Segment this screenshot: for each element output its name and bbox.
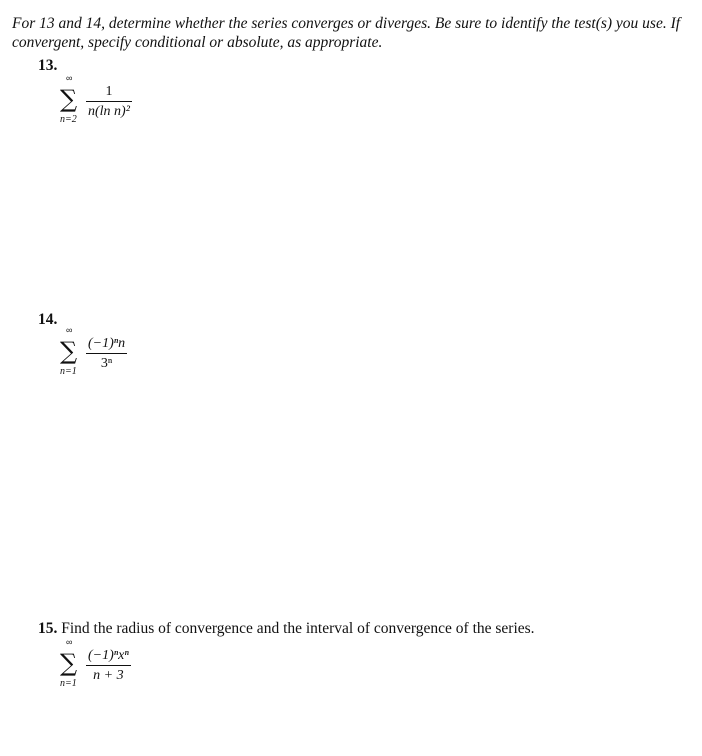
fraction-denominator: 3ⁿ — [100, 356, 113, 371]
fraction-numerator: (−1)ⁿn — [88, 336, 126, 351]
summation-sign: ∑ — [60, 649, 78, 677]
fraction-bar — [86, 665, 131, 666]
fraction-denominator: n + 3 — [93, 668, 124, 683]
problem-13-number: 13. — [38, 57, 58, 74]
summation-upper-limit: ∞ — [66, 325, 73, 335]
summation-sign: ∑ — [60, 337, 78, 365]
fraction-numerator: (−1)ⁿxⁿ — [88, 648, 129, 663]
series-term-fraction — [86, 83, 132, 120]
fraction-bar — [86, 101, 132, 102]
problem-15-series — [60, 637, 210, 707]
problem-15-text: Find the radius of convergence and the interval of convergence of the series. — [61, 620, 535, 637]
problem-13-series — [60, 73, 210, 143]
summation-upper-limit: ∞ — [66, 73, 73, 83]
summation-upper-limit: ∞ — [66, 637, 73, 647]
problem-14-series — [60, 325, 210, 395]
summation-sign: ∑ — [60, 85, 78, 113]
summation-lower-limit: n=1 — [60, 366, 77, 377]
summation-lower-limit: n=2 — [60, 114, 77, 125]
instructions-text: For 13 and 14, determine whether the series converges or diverges. Be sure to identify the test(s) you use. If convergent, specify conditional or absolute, as appropriate. — [12, 15, 681, 51]
fraction-denominator: n(ln n)² — [88, 104, 130, 119]
problem-14-number: 14. — [38, 311, 58, 328]
problem-15-number: 15. — [38, 620, 58, 637]
fraction-bar — [86, 353, 127, 354]
series-term-fraction — [86, 335, 127, 372]
fraction-numerator: 1 — [105, 84, 113, 99]
series-term-fraction — [86, 647, 131, 684]
summation-lower-limit: n=1 — [60, 678, 77, 689]
problem-15-prompt — [38, 620, 535, 638]
